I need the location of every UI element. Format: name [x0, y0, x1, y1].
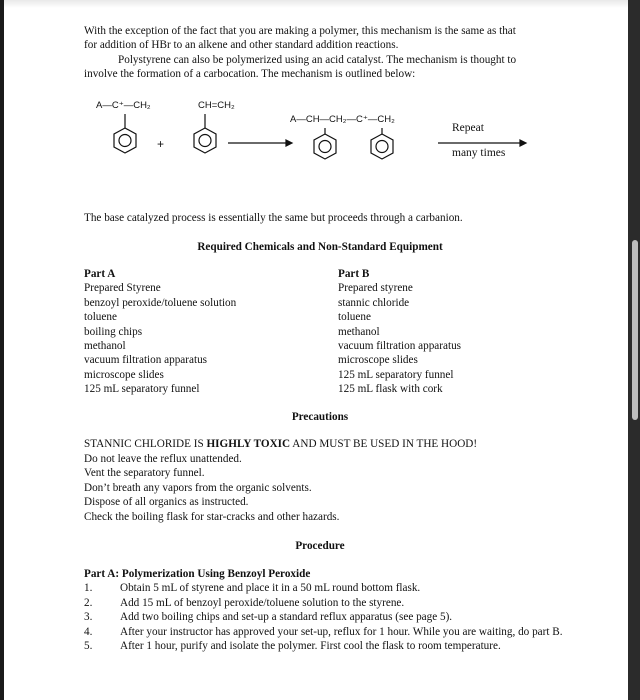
step-number: 1. — [84, 582, 93, 594]
list-item: Prepared Styrene — [84, 282, 161, 295]
benzene-ring-2 — [194, 128, 216, 153]
list-item: toluene — [84, 311, 117, 324]
benzene-ring-3 — [314, 134, 336, 159]
repeat-arrowhead — [520, 140, 526, 146]
product-chain-label: A—CH—CH₂—C⁺—CH₂ — [290, 114, 395, 125]
mechanism-structures — [0, 0, 640, 200]
procedure-step — [84, 639, 564, 654]
list-item: toluene — [338, 311, 371, 324]
repeat-label: Repeat — [452, 122, 484, 134]
list-item: Dispose of all organics as instructed. — [84, 496, 249, 509]
benzene-ring-4 — [371, 134, 393, 159]
aromatic-circle-1 — [119, 135, 131, 147]
step-text: Add two boiling chips and set-up a standard reflux apparatus (see page 5). — [120, 611, 453, 624]
warning-emphasis: HIGHLY TOXIC — [206, 438, 291, 450]
step-text: Add 15 mL of benzoyl peroxide/toluene solution to the styrene. — [120, 596, 405, 609]
intro-line: involve the formation of a carbocation. The mechanism is outlined below: — [84, 68, 416, 81]
step-number: 4. — [84, 625, 93, 638]
scrollbar-track[interactable] — [628, 0, 640, 700]
list-item: Vent the separatory funnel. — [84, 467, 205, 480]
reactant2-chain-label: CH=CH₂ — [198, 100, 235, 111]
precautions-heading: Precautions — [291, 411, 349, 423]
procedure-steps — [84, 581, 564, 654]
list-item: Do not leave the reflux unattended. — [84, 452, 242, 465]
procedure-step — [84, 596, 564, 611]
aromatic-circle-2 — [199, 135, 211, 147]
part-a-list — [84, 267, 236, 397]
scrollbar-thumb[interactable] — [632, 240, 638, 420]
list-item: boiling chips — [84, 325, 143, 338]
list-item: Check the boiling flask for star-cracks and other hazards. — [84, 510, 340, 523]
precautions-list — [84, 437, 477, 525]
list-item: Prepared styrene — [338, 282, 413, 295]
step-text: After your instructor has approved your set-up, reflux for 1 hour. While you are waiting, do part B. — [120, 625, 563, 638]
toxic-warning — [84, 437, 477, 452]
step-number: 3. — [84, 611, 93, 624]
part-b-list — [338, 267, 461, 397]
procedure-heading: Procedure — [295, 540, 345, 552]
list-item: vacuum filtration apparatus — [338, 340, 462, 353]
list-item: microscope slides — [84, 368, 164, 381]
list-item: stannic chloride — [338, 296, 410, 309]
step-number: 5. — [84, 640, 93, 653]
list-item: 125 mL separatory funnel — [84, 383, 200, 396]
aromatic-circle-3 — [319, 141, 331, 153]
part-b-title: Part B — [338, 268, 370, 280]
procedure-step — [84, 625, 564, 640]
list-item: 125 mL separatory funnel — [338, 368, 454, 381]
list-item: benzoyl peroxide/toluene solution — [84, 296, 237, 309]
list-item: methanol — [84, 340, 126, 353]
benzene-ring-1 — [114, 128, 136, 153]
step-text: After 1 hour, purify and isolate the polymer. First cool the flask to room temperature. — [120, 640, 501, 653]
many-times-label: many times — [452, 147, 506, 159]
base-catalyzed-text: The base catalyzed process is essentially the same but proceeds through a carbanion. — [84, 212, 463, 224]
warning-text: AND MUST BE USED IN THE HOOD! — [290, 438, 478, 450]
intro-line: for addition of HBr to an alkene and other standard addition reactions. — [84, 39, 399, 52]
list-item: vacuum filtration apparatus — [84, 354, 208, 367]
reactant1-chain-label: A—C⁺—CH₂ — [96, 100, 151, 111]
list-item: microscope slides — [338, 354, 418, 367]
reaction-arrowhead — [286, 140, 292, 146]
list-item: Don’t breath any vapors from the organic solvents. — [84, 481, 312, 494]
warning-text: STANNIC CHLORIDE IS — [84, 438, 207, 450]
procedure-step — [84, 581, 564, 596]
procedure-step — [84, 610, 564, 625]
aromatic-circle-4 — [376, 141, 388, 153]
list-item: 125 mL flask with cork — [338, 383, 443, 396]
plus-sign: + — [157, 137, 165, 151]
equipment-heading: Required Chemicals and Non-Standard Equipment — [197, 241, 443, 253]
step-text: Obtain 5 mL of styrene and place it in a 50 mL round bottom flask. — [120, 582, 421, 594]
part-a-procedure-title: Part A: Polymerization Using Benzoyl Peroxide — [84, 568, 311, 580]
step-number: 2. — [84, 596, 93, 609]
intro-line: With the exception of the fact that you are making a polymer, this mechanism is the same as that — [84, 25, 516, 37]
intro-line: Polystyrene can also be polymerized using an acid catalyst. The mechanism is thought to — [118, 53, 517, 66]
list-item: methanol — [338, 325, 380, 338]
part-a-title: Part A — [84, 268, 116, 280]
